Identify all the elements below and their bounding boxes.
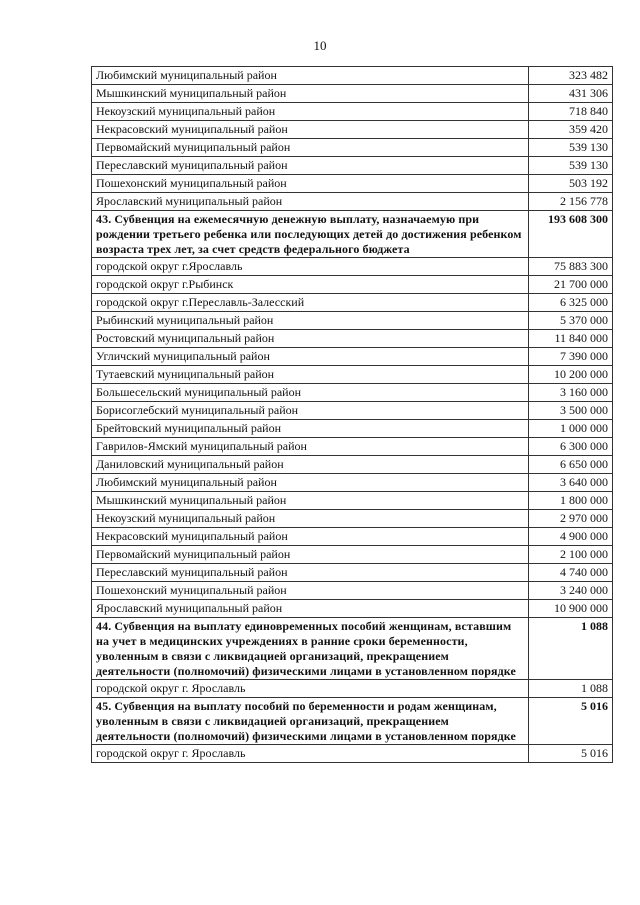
amount-value: 5 016	[529, 745, 613, 763]
table-row	[92, 528, 613, 546]
municipality-name: Брейтовский муниципальный район	[92, 420, 529, 438]
amount-value: 3 240 000	[529, 582, 613, 600]
table-row	[92, 330, 613, 348]
amount-value: 539 130	[529, 157, 613, 175]
amount-value: 3 160 000	[529, 384, 613, 402]
table-row	[92, 193, 613, 211]
table-row	[92, 312, 613, 330]
table-row	[92, 384, 613, 402]
amount-value: 2 156 778	[529, 193, 613, 211]
section-title: 43. Субвенция на ежемесячную денежную выплату, назначаемую при рождении третьего ребенка или последующих детей до достижения ребенком возраста трех лет, за счет средств федерального бюджета	[92, 211, 529, 258]
municipality-name: Ростовский муниципальный район	[92, 330, 529, 348]
table-row	[92, 175, 613, 193]
amount-value: 6 300 000	[529, 438, 613, 456]
municipality-name: Ярославский муниципальный район	[92, 193, 529, 211]
table-row	[92, 582, 613, 600]
amount-value: 1 000 000	[529, 420, 613, 438]
table-row	[92, 103, 613, 121]
section-total: 193 608 300	[529, 211, 613, 258]
amount-value: 6 650 000	[529, 456, 613, 474]
amount-value: 3 500 000	[529, 402, 613, 420]
municipality-name: Рыбинский муниципальный район	[92, 312, 529, 330]
amount-value: 4 900 000	[529, 528, 613, 546]
table-row	[92, 438, 613, 456]
municipality-name: Тутаевский муниципальный район	[92, 366, 529, 384]
table-row	[92, 157, 613, 175]
municipality-name: Первомайский муниципальный район	[92, 139, 529, 157]
municipality-name: Даниловский муниципальный район	[92, 456, 529, 474]
table-row	[92, 680, 613, 698]
municipality-name: Большесельский муниципальный район	[92, 384, 529, 402]
amount-value: 11 840 000	[529, 330, 613, 348]
table-row	[92, 474, 613, 492]
section-header-row	[92, 698, 613, 745]
section-title: 44. Субвенция на выплату единовременных пособий женщинам, вставшим на учет в медицинских учреждениях в ранние сроки беременности, уволенным в связи с ликвидацией организаций, прекращением деятельности (полномочий) физическими лицами в установленном порядке	[92, 618, 529, 680]
municipality-name: городской округ г.Переславль-Залесский	[92, 294, 529, 312]
municipality-name: Угличский муниципальный район	[92, 348, 529, 366]
municipality-name: городской округ г. Ярославль	[92, 680, 529, 698]
municipality-name: Переславский муниципальный район	[92, 157, 529, 175]
amount-value: 10 200 000	[529, 366, 613, 384]
municipality-name: городской округ г. Ярославль	[92, 745, 529, 763]
municipality-name: Некоузский муниципальный район	[92, 510, 529, 528]
table-row	[92, 402, 613, 420]
municipality-name: городской округ г.Рыбинск	[92, 276, 529, 294]
municipality-name: Некрасовский муниципальный район	[92, 121, 529, 139]
section-header-row	[92, 618, 613, 680]
amount-value: 539 130	[529, 139, 613, 157]
table-row	[92, 258, 613, 276]
section-total: 1 088	[529, 618, 613, 680]
table-row	[92, 276, 613, 294]
table-row	[92, 121, 613, 139]
amount-value: 431 306	[529, 85, 613, 103]
municipality-name: Первомайский муниципальный район	[92, 546, 529, 564]
amount-value: 3 640 000	[529, 474, 613, 492]
amount-value: 718 840	[529, 103, 613, 121]
municipality-name: Мышкинский муниципальный район	[92, 492, 529, 510]
amount-value: 7 390 000	[529, 348, 613, 366]
amount-value: 21 700 000	[529, 276, 613, 294]
amount-value: 5 370 000	[529, 312, 613, 330]
amount-value: 503 192	[529, 175, 613, 193]
table-row	[92, 366, 613, 384]
municipality-name: Переславский муниципальный район	[92, 564, 529, 582]
table-row	[92, 546, 613, 564]
municipality-name: Борисоглебский муниципальный район	[92, 402, 529, 420]
table-row	[92, 600, 613, 618]
amount-value: 10 900 000	[529, 600, 613, 618]
table-row	[92, 456, 613, 474]
amount-value: 75 883 300	[529, 258, 613, 276]
municipality-name: Некоузский муниципальный район	[92, 103, 529, 121]
section-title: 45. Субвенция на выплату пособий по беременности и родам женщинам, уволенным в связи с ликвидацией организаций, прекращением деятельности (полномочий) физическими лицами в установленном порядке	[92, 698, 529, 745]
municipality-name: Некрасовский муниципальный район	[92, 528, 529, 546]
section-header-row	[92, 211, 613, 258]
municipality-name: Гаврилов-Ямский муниципальный район	[92, 438, 529, 456]
municipality-name: Ярославский муниципальный район	[92, 600, 529, 618]
municipality-name: Пошехонский муниципальный район	[92, 582, 529, 600]
municipality-name: городской округ г.Ярославль	[92, 258, 529, 276]
municipality-name: Любимский муниципальный район	[92, 474, 529, 492]
amount-value: 6 325 000	[529, 294, 613, 312]
amount-value: 2 970 000	[529, 510, 613, 528]
table-row	[92, 294, 613, 312]
subvention-table	[91, 66, 613, 763]
municipality-name: Пошехонский муниципальный район	[92, 175, 529, 193]
amount-value: 323 482	[529, 67, 613, 85]
table-row	[92, 420, 613, 438]
amount-value: 1 800 000	[529, 492, 613, 510]
table-row	[92, 67, 613, 85]
table-row	[92, 564, 613, 582]
table-row	[92, 139, 613, 157]
page-number: 10	[313, 38, 327, 53]
table-row	[92, 745, 613, 763]
amount-value: 2 100 000	[529, 546, 613, 564]
table-row	[92, 348, 613, 366]
section-total: 5 016	[529, 698, 613, 745]
municipality-name: Любимский муниципальный район	[92, 67, 529, 85]
amount-value: 4 740 000	[529, 564, 613, 582]
amount-value: 1 088	[529, 680, 613, 698]
municipality-name: Мышкинский муниципальный район	[92, 85, 529, 103]
amount-value: 359 420	[529, 121, 613, 139]
table-row	[92, 85, 613, 103]
table-row	[92, 492, 613, 510]
table-row	[92, 510, 613, 528]
